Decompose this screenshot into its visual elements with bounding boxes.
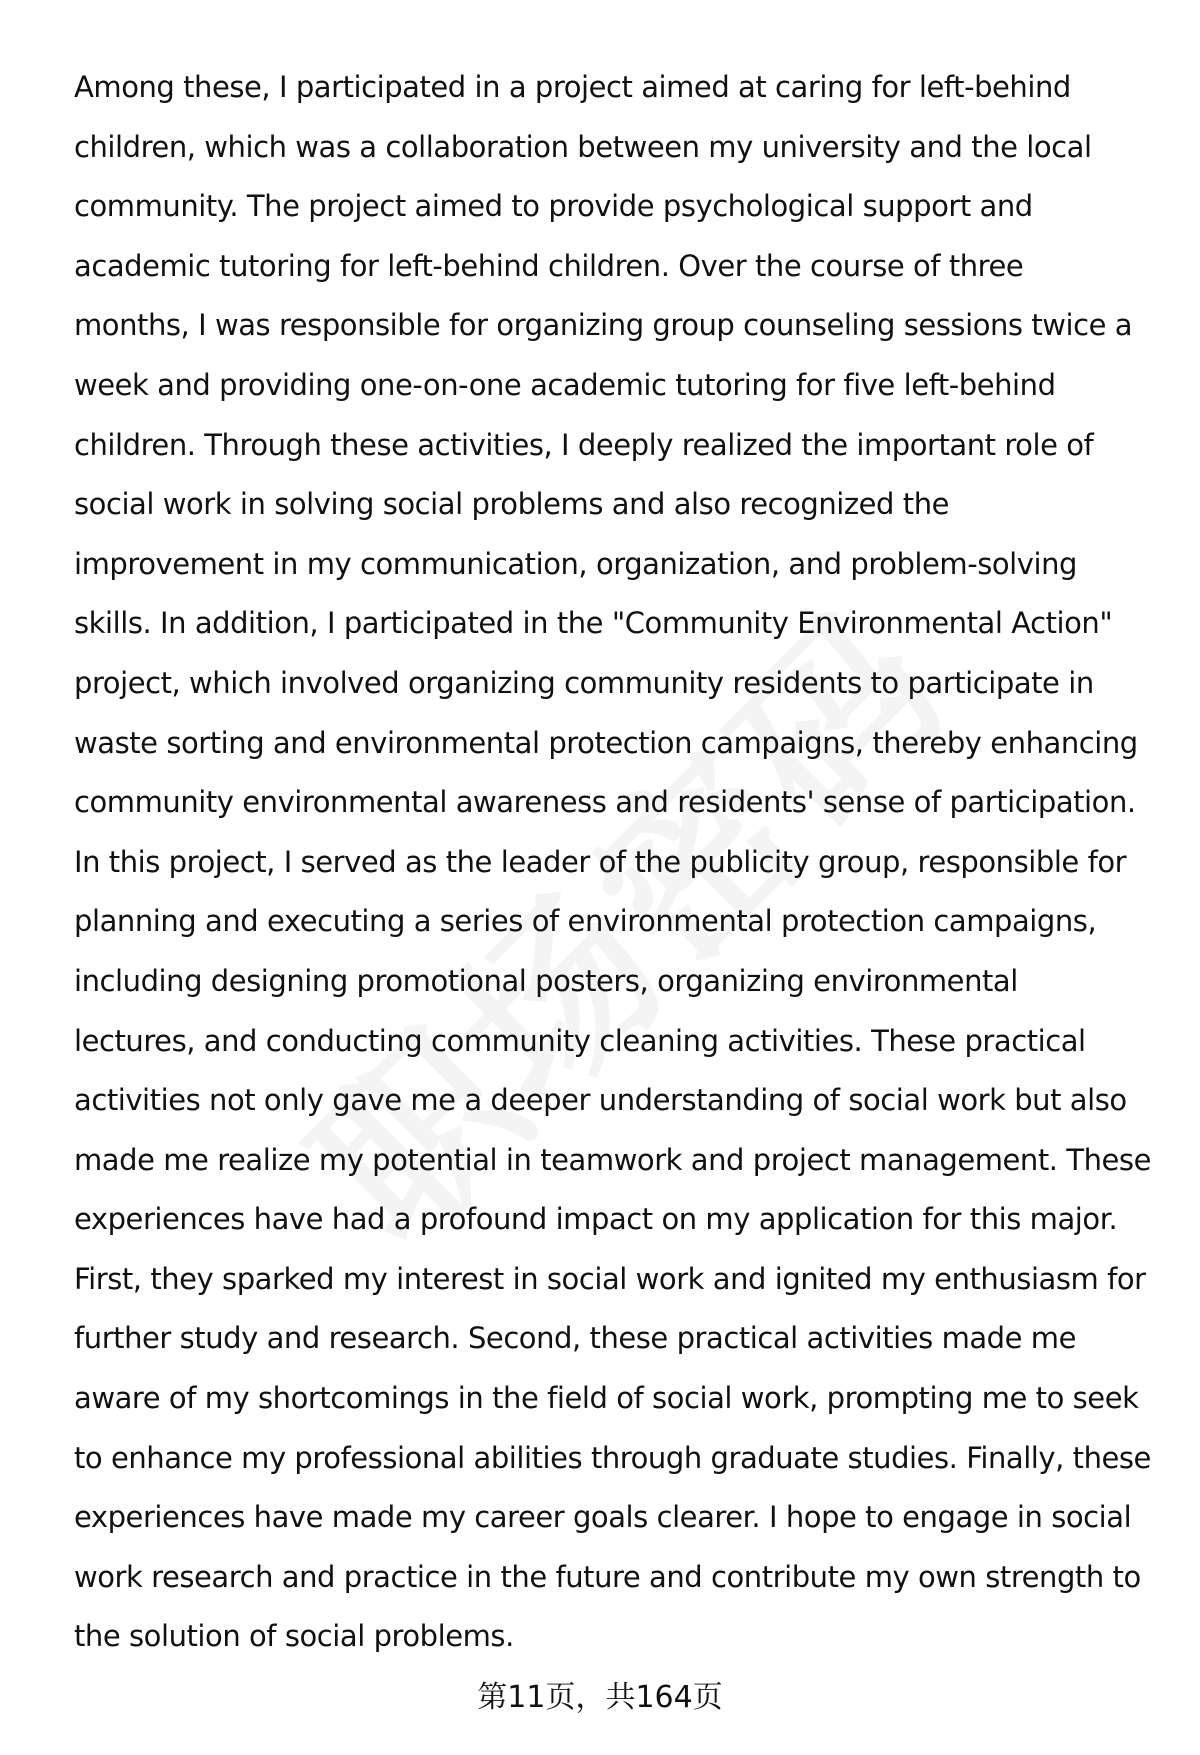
- text-line: improvement in my communication, organization, and problem-solving: [74, 546, 1078, 581]
- text-line: project, which involved organizing community residents to participate in: [74, 665, 1094, 700]
- page-number-footer: 第11页，共164页: [477, 1680, 723, 1715]
- text-line: community environmental awareness and residents' sense of participation.: [74, 785, 1136, 820]
- text-line: community. The project aimed to provide psychological support and: [74, 189, 1033, 224]
- text-line: further study and research. Second, these practical activities made me: [74, 1321, 1076, 1356]
- text-line: academic tutoring for left-behind children. Over the course of three: [74, 248, 1024, 283]
- text-line: experiences have made my career goals clearer. I hope to engage in social: [74, 1500, 1132, 1535]
- text-line: Among these, I participated in a project aimed at caring for left-behind: [74, 70, 1071, 104]
- text-line: made me realize my potential in teamwork and project management. These: [74, 1142, 1151, 1177]
- text-line: social work in solving social problems and also recognized the: [74, 487, 950, 522]
- text-line: children, which was a collaboration between my university and the local: [74, 129, 1092, 164]
- text-line: aware of my shortcomings in the field of social work, prompting me to seek: [74, 1381, 1139, 1416]
- text-line: experiences have had a profound impact on my application for this major.: [74, 1202, 1118, 1237]
- text-line: planning and executing a series of environmental protection campaigns,: [74, 904, 1097, 939]
- text-line: including designing promotional posters, organizing environmental: [74, 963, 1018, 998]
- text-line: the solution of social problems.: [74, 1619, 514, 1654]
- body-paragraph: [74, 58, 1164, 1667]
- text-line: activities not only gave me a deeper understanding of social work but also: [74, 1083, 1127, 1118]
- text-line: to enhance my professional abilities through graduate studies. Finally, these: [74, 1440, 1151, 1475]
- text-line: skills. In addition, I participated in the "Community Environmental Action": [74, 606, 1113, 641]
- text-line: week and providing one-on-one academic tutoring for five left-behind: [74, 367, 1056, 402]
- text-line: First, they sparked my interest in social work and ignited my enthusiasm for: [74, 1261, 1146, 1296]
- text-line: work research and practice in the future and contribute my own strength to: [74, 1559, 1141, 1594]
- text-line: children. Through these activities, I deeply realized the important role of: [74, 427, 1094, 462]
- text-line: waste sorting and environmental protection campaigns, thereby enhancing: [74, 725, 1138, 760]
- text-line: In this project, I served as the leader of the publicity group, responsible for: [74, 844, 1127, 879]
- text-line: lectures, and conducting community cleaning activities. These practical: [74, 1023, 1086, 1058]
- text-line: months, I was responsible for organizing group counseling sessions twice a: [74, 308, 1133, 343]
